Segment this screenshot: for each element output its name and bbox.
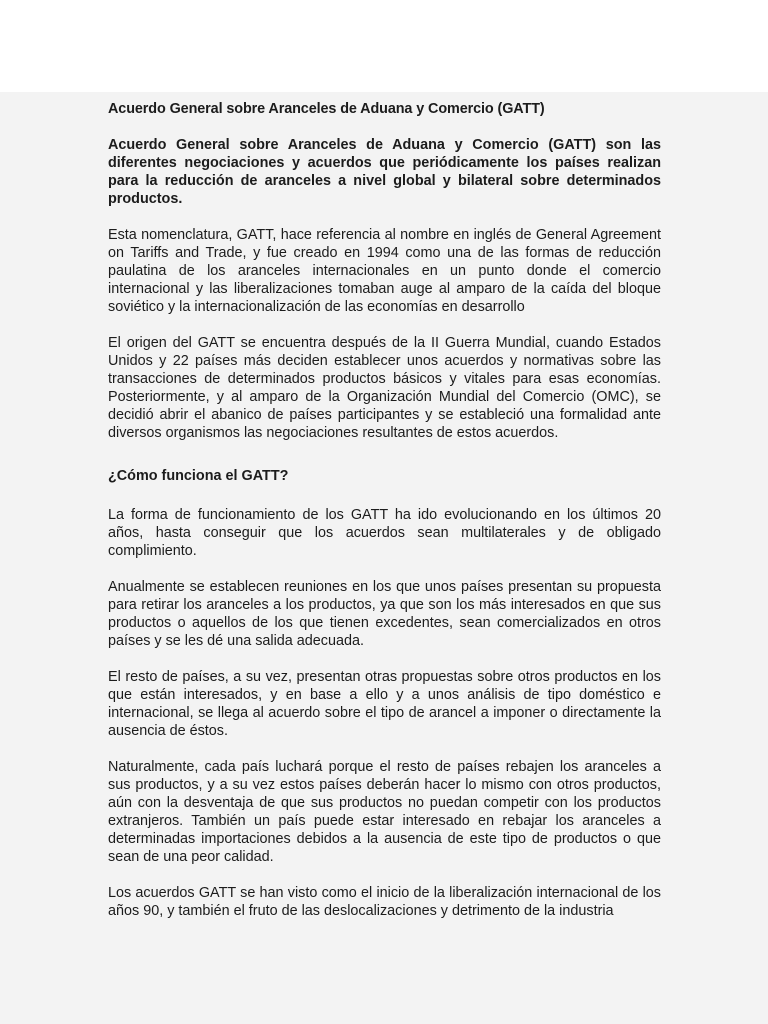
paragraph-body-4: Naturalmente, cada país luchará porque el resto de países rebajen los aranceles a sus productos, y a su vez estos países deberán hacer lo mismo con otros productos, aún con la desventaja de que sus productos no puedan competir con los productos extranjeros. También un país puede estar interesado en rebajar los aranceles a determinadas importaciones debidos a la ausencia de este tipo de productos o que sean de una peor calidad. <box>108 759 661 865</box>
paragraph-body-5: Los acuerdos GATT se han visto como el inicio de la liberalización internacional de los años 90, y también el fruto de las deslocalizaciones y detrimento de la industria <box>108 885 661 919</box>
document-title: Acuerdo General sobre Aranceles de Aduana y Comercio (GATT) <box>108 101 545 117</box>
section-heading: ¿Cómo funciona el GATT? <box>108 468 289 484</box>
document-content <box>108 100 661 938</box>
lead-paragraph: Acuerdo General sobre Aranceles de Aduana y Comercio (GATT) son las diferentes negociaciones y acuerdos que periódicamente los países realizan para la reducción de aranceles a nivel global y bilateral sobre determinados productos. <box>108 137 661 207</box>
paragraph-body-1: La forma de funcionamiento de los GATT ha ido evolucionando en los últimos 20 años, hasta conseguir que los acuerdos sean multilaterales y de obligado complimiento. <box>108 507 661 559</box>
paragraph-intro-1: Esta nomenclatura, GATT, hace referencia al nombre en inglés de General Agreement on Tariffs and Trade, y fue creado en 1994 como una de las formas de reducción paulatina de los aranceles internacionales en un punto donde el comercio internacional y las liberalizaciones tomaban auge al amparo de la caída del bloque soviético y la internacionalización de las economías en desarrollo <box>108 227 661 315</box>
paragraph-intro-2: El origen del GATT se encuentra después de la II Guerra Mundial, cuando Estados Unidos y 22 países más deciden establecer unos acuerdos y normativas sobre las transacciones de determinados productos básicos y vitales para esas economías. Posteriormente, y al amparo de la Organización Mundial del Comercio (OMC), se decidió abrir el abanico de países participantes y se estableció una formalidad ante diversos organismos las negociaciones resultantes de estos acuerdos. <box>108 335 661 441</box>
paragraph-body-2: Anualmente se establecen reuniones en los que unos países presentan su propuesta para retirar los aranceles a los productos, ya que son los más interesados en que sus productos o aquellos de los que tienen excedentes, sean comercializados en otros países y se les dé una salida adecuada. <box>108 579 661 649</box>
paragraph-body-3: El resto de países, a su vez, presentan otras propuestas sobre otros productos en los que están interesados, y en base a ello y a unos análisis de tipo doméstico e internacional, se llega al acuerdo sobre el tipo de arancel a imponer o directamente la ausencia de éstos. <box>108 669 661 739</box>
